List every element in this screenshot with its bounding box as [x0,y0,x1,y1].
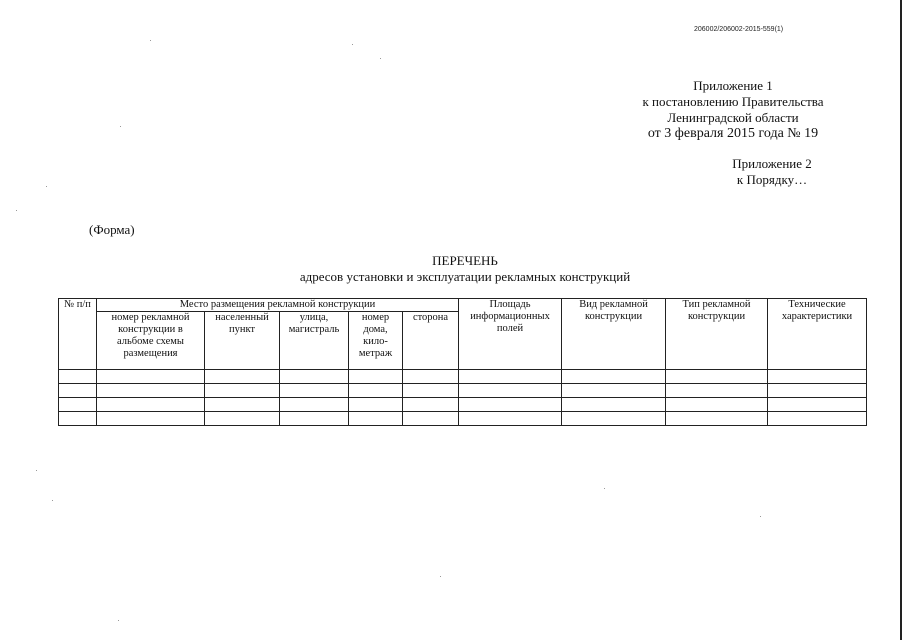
table-header-row [59,299,867,312]
table-cell[interactable] [403,384,459,398]
annex-line-procedure: к Порядку… [736,172,808,187]
table-cell[interactable] [768,412,867,426]
table-row [59,398,867,412]
table-cell[interactable] [768,398,867,412]
table-cell[interactable] [349,412,403,426]
table-cell[interactable] [205,398,280,412]
table-cell[interactable] [59,370,97,384]
table-cell[interactable] [349,384,403,398]
table-cell[interactable] [349,398,403,412]
document-subtitle: адресов установки и эксплуатации рекламных конструкций [299,269,631,284]
table-cell[interactable] [459,370,562,384]
table-row [59,412,867,426]
approval-line-resolution: к постановлению Правительства [642,94,824,109]
table-cell[interactable] [280,398,349,412]
scan-speck [36,470,37,471]
scan-speck [118,620,119,621]
subheader-side: сторона [403,312,459,370]
header-kind: Вид рекламной конструкции [562,299,666,370]
table-cell[interactable] [459,398,562,412]
table-cell[interactable] [280,370,349,384]
approval-block [600,78,866,142]
table-cell[interactable] [666,398,768,412]
table-cell[interactable] [205,384,280,398]
scan-speck [380,58,381,59]
table-cell[interactable] [459,384,562,398]
table-cell[interactable] [403,398,459,412]
scan-speck [150,40,151,41]
scan-speck [120,126,121,127]
table-cell[interactable] [59,412,97,426]
table-cell[interactable] [562,398,666,412]
scan-speck [604,488,605,489]
table-cell[interactable] [666,384,768,398]
scan-speck [760,516,761,517]
table-cell[interactable] [59,384,97,398]
annex-line-number: Приложение 2 [732,156,812,171]
page-edge-line [900,0,902,640]
table-cell[interactable] [280,412,349,426]
form-label: (Форма) [89,222,135,237]
subheader-settlement: населенный пункт [205,312,280,370]
approval-line-date: от 3 февраля 2015 года № 19 [647,126,819,141]
annex-block [700,156,844,188]
table-cell[interactable] [205,370,280,384]
table-cell[interactable] [205,412,280,426]
document-title: ПЕРЕЧЕНЬ [432,253,498,268]
table-cell[interactable] [280,384,349,398]
table-cell[interactable] [562,384,666,398]
table-cell[interactable] [97,398,205,412]
table-cell[interactable] [666,370,768,384]
scan-speck [440,576,441,577]
approval-line-region: Ленинградской области [667,110,799,125]
subheader-album-number: номер рекламной конструкции в альбоме схемы размещения [97,312,205,370]
table-row [59,384,867,398]
table-cell[interactable] [403,370,459,384]
table-cell[interactable] [562,412,666,426]
table-cell[interactable] [666,412,768,426]
scan-speck [46,186,47,187]
table-cell[interactable] [59,398,97,412]
table-row [59,370,867,384]
header-type: Тип рекламной конструкции [666,299,768,370]
table-cell[interactable] [97,370,205,384]
table-cell[interactable] [349,370,403,384]
scan-speck [352,44,353,45]
table-cell[interactable] [768,384,867,398]
approval-line-annex: Приложение 1 [693,78,773,93]
table-cell[interactable] [459,412,562,426]
header-area: Площадь информационных полей [459,299,562,370]
document-title-block [180,253,750,285]
scan-speck [16,210,17,211]
subheader-house: номер дома, кило-метраж [349,312,403,370]
table-cell[interactable] [768,370,867,384]
table-cell[interactable] [562,370,666,384]
table-cell[interactable] [403,412,459,426]
header-place: Место размещения рекламной конструкции [97,299,459,312]
header-number: № п/п [59,299,97,370]
subheader-street: улица, магистраль [280,312,349,370]
header-specs: Технические характеристики [768,299,867,370]
document-code: 206002/206002-2015-559(1) [694,26,784,33]
register-table [58,298,867,426]
scan-speck [52,500,53,501]
table-cell[interactable] [97,384,205,398]
table-cell[interactable] [97,412,205,426]
